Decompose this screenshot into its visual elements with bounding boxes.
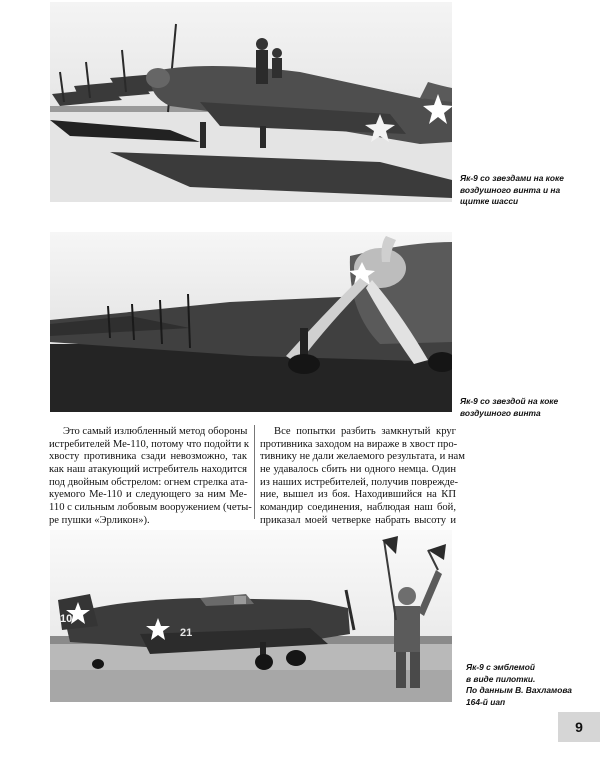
photo-yak9-signalman	[50, 530, 452, 702]
photo-yak9-propeller	[50, 232, 452, 412]
tail-number: 10	[60, 613, 73, 625]
caption-bottom-photo: Як-9 с эмблемой в виде пилотки. По данным В. Вахламова 164-й иап	[466, 662, 572, 707]
fuselage-mark: 21	[180, 627, 193, 639]
column-divider	[254, 425, 255, 519]
article-right-column: Все попытки разбить замкнутый круг противника заходом на вираже в хвост про- тивнику не дали желаемого результата, и нам не удавалось сбить ни одного немца. Один из наших истребителей, получив поврежде- ние, вышел из боя. Находившийся на КП командир соединения, наблюдая наш бой, приказал моей четверке набрать высоту и	[260, 426, 465, 526]
page-number: 9	[558, 712, 600, 742]
caption-middle-photo: Як-9 со звездой на коке воздушного винта	[460, 396, 559, 418]
caption-top-photo: Як-9 со звездами на коке воздушного винта и на щитке шасси	[460, 173, 564, 207]
article-left-column: Это самый излюбленный метод обороны истребителей Ме-110, потому что подойти к хвосту противника сзади невозможно, так как наш атакующий истребитель находится под двойным обстрелом: огнем стрелка ата- куемого Ме-110 и следующего за ним Ме- 110 с сильным лобовым вооружением (четы- ре пушки «Эрликон»).	[49, 426, 252, 526]
photo-yak9-lineup	[50, 2, 452, 202]
